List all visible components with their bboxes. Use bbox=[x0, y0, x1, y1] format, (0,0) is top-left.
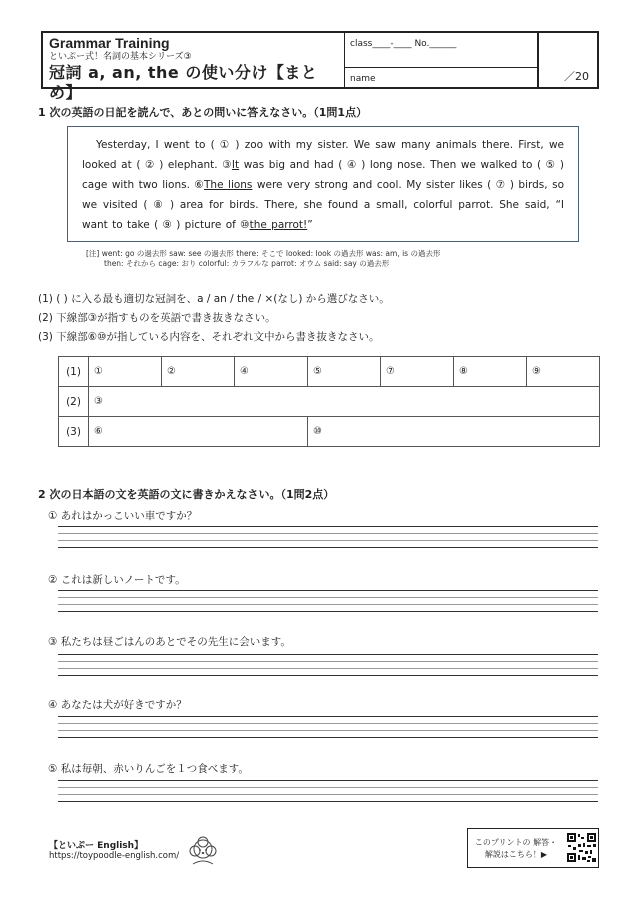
student-info-block bbox=[345, 33, 539, 87]
answer-cell[interactable]: ⑤ bbox=[308, 357, 381, 387]
score-divider bbox=[537, 31, 539, 89]
translate-item-5: ⑤ 私は毎朝、赤いりんごを１つ食べます。 bbox=[48, 763, 249, 775]
answer-cell[interactable]: ⑦ bbox=[381, 357, 454, 387]
main-title: 冠詞 a, an, the の使い分け【まとめ】 bbox=[49, 63, 318, 102]
writing-lines-2[interactable] bbox=[58, 590, 598, 612]
qr-code-icon[interactable] bbox=[566, 832, 597, 863]
title-block bbox=[43, 33, 345, 102]
score-block bbox=[539, 33, 597, 87]
series-name: といぷー式！名詞の基本シリーズ③ bbox=[49, 52, 192, 62]
divider bbox=[345, 67, 538, 68]
underline-10: the parrot! bbox=[249, 219, 308, 231]
answer-row-3: (3) ⑥ ⑩ bbox=[59, 417, 600, 447]
writing-lines-4[interactable] bbox=[58, 716, 598, 738]
vocab-notes: [注] went: go の過去形 saw: see の過去形 there: そこで looked: look の過去形 was: am, is の過去形 then: それから cage: おり colorful: カラフルな parrot: オウム said: say の過去形 bbox=[86, 249, 441, 268]
answer-cell[interactable]: ⑩ bbox=[308, 417, 600, 447]
question-3: (3) 下線部⑥⑩が指している内容を、それぞれ文中から書き抜きなさい。 bbox=[38, 331, 380, 343]
answer-cell[interactable]: ② bbox=[162, 357, 235, 387]
class-number-field[interactable]: class____-____ No.______ bbox=[350, 39, 457, 49]
score-total: ／20 bbox=[564, 70, 589, 83]
worksheet-title: Grammar Training bbox=[49, 35, 170, 51]
answer-cell[interactable]: ⑥ bbox=[89, 417, 308, 447]
question-2: (2) 下線部③が指すものを英語で書き抜きなさい。 bbox=[38, 312, 276, 324]
section1-questions bbox=[38, 290, 390, 347]
answer-row-2: (2) ③ bbox=[59, 387, 600, 417]
answer-table bbox=[58, 356, 600, 447]
section1-title: 1 次の英語の日記を読んで、あとの問いに答えなさい。（1問1点） bbox=[38, 106, 368, 119]
answer-link-text[interactable]: このプリントの 解答・解説はこちら！▶ bbox=[474, 838, 558, 859]
brand-name: 【といぷー English】 bbox=[49, 841, 144, 851]
diary-text: Yesterday, I went to ( ① ) zoo with my sister. We saw many animals there. First, we looked at ( ② ) elephant. ③It was big and had ( ④ ) long nose. Then we walked to ( ⑤ ) cage with two lions. ⑥The lions were very strong and cool. My sister likes ( ⑦ ) birds, so we visited ( ⑧ ) area for birds. There, she found a small, colorful parrot. She said, “I want to take ( ⑨ ) picture of ⑩the parrot!” bbox=[82, 139, 564, 231]
answer-cell[interactable]: ① bbox=[89, 357, 162, 387]
question-1: (1) ( ) に入る最も適切な冠詞を、a / an / the / ×(なし) から選びなさい。 bbox=[38, 293, 390, 305]
site-url[interactable]: https://toypoodle-english.com/ bbox=[49, 851, 180, 861]
answer-cell[interactable]: ③ bbox=[89, 387, 600, 417]
answer-cell[interactable]: ⑧ bbox=[454, 357, 527, 387]
underline-3: It bbox=[231, 159, 240, 171]
underline-6: The lions bbox=[204, 179, 253, 191]
translate-item-4: ④ あなたは犬が好きですか？ bbox=[48, 699, 187, 711]
writing-lines-3[interactable] bbox=[58, 654, 598, 676]
translate-item-1: ① あれはかっこいい車ですか？ bbox=[48, 510, 198, 522]
diary-box bbox=[67, 126, 579, 242]
answer-cell[interactable]: ⑨ bbox=[527, 357, 600, 387]
answer-link-box[interactable] bbox=[467, 828, 599, 868]
answer-row-1: (1) ① ② ④ ⑤ ⑦ ⑧ ⑨ bbox=[59, 357, 600, 387]
name-field[interactable]: name bbox=[350, 74, 376, 84]
section2-title: 2 次の日本語の文を英語の文に書きかえなさい。（1問2点） bbox=[38, 488, 335, 501]
writing-lines-1[interactable] bbox=[58, 526, 598, 548]
translate-item-3: ③ 私たちは昼ごはんのあとでその先生に会います。 bbox=[48, 636, 291, 648]
answer-cell[interactable]: ④ bbox=[235, 357, 308, 387]
poodle-mascot-icon bbox=[183, 834, 223, 868]
translate-item-2: ② これは新しいノートです。 bbox=[48, 574, 186, 586]
writing-lines-5[interactable] bbox=[58, 780, 598, 802]
worksheet-header bbox=[41, 31, 599, 102]
